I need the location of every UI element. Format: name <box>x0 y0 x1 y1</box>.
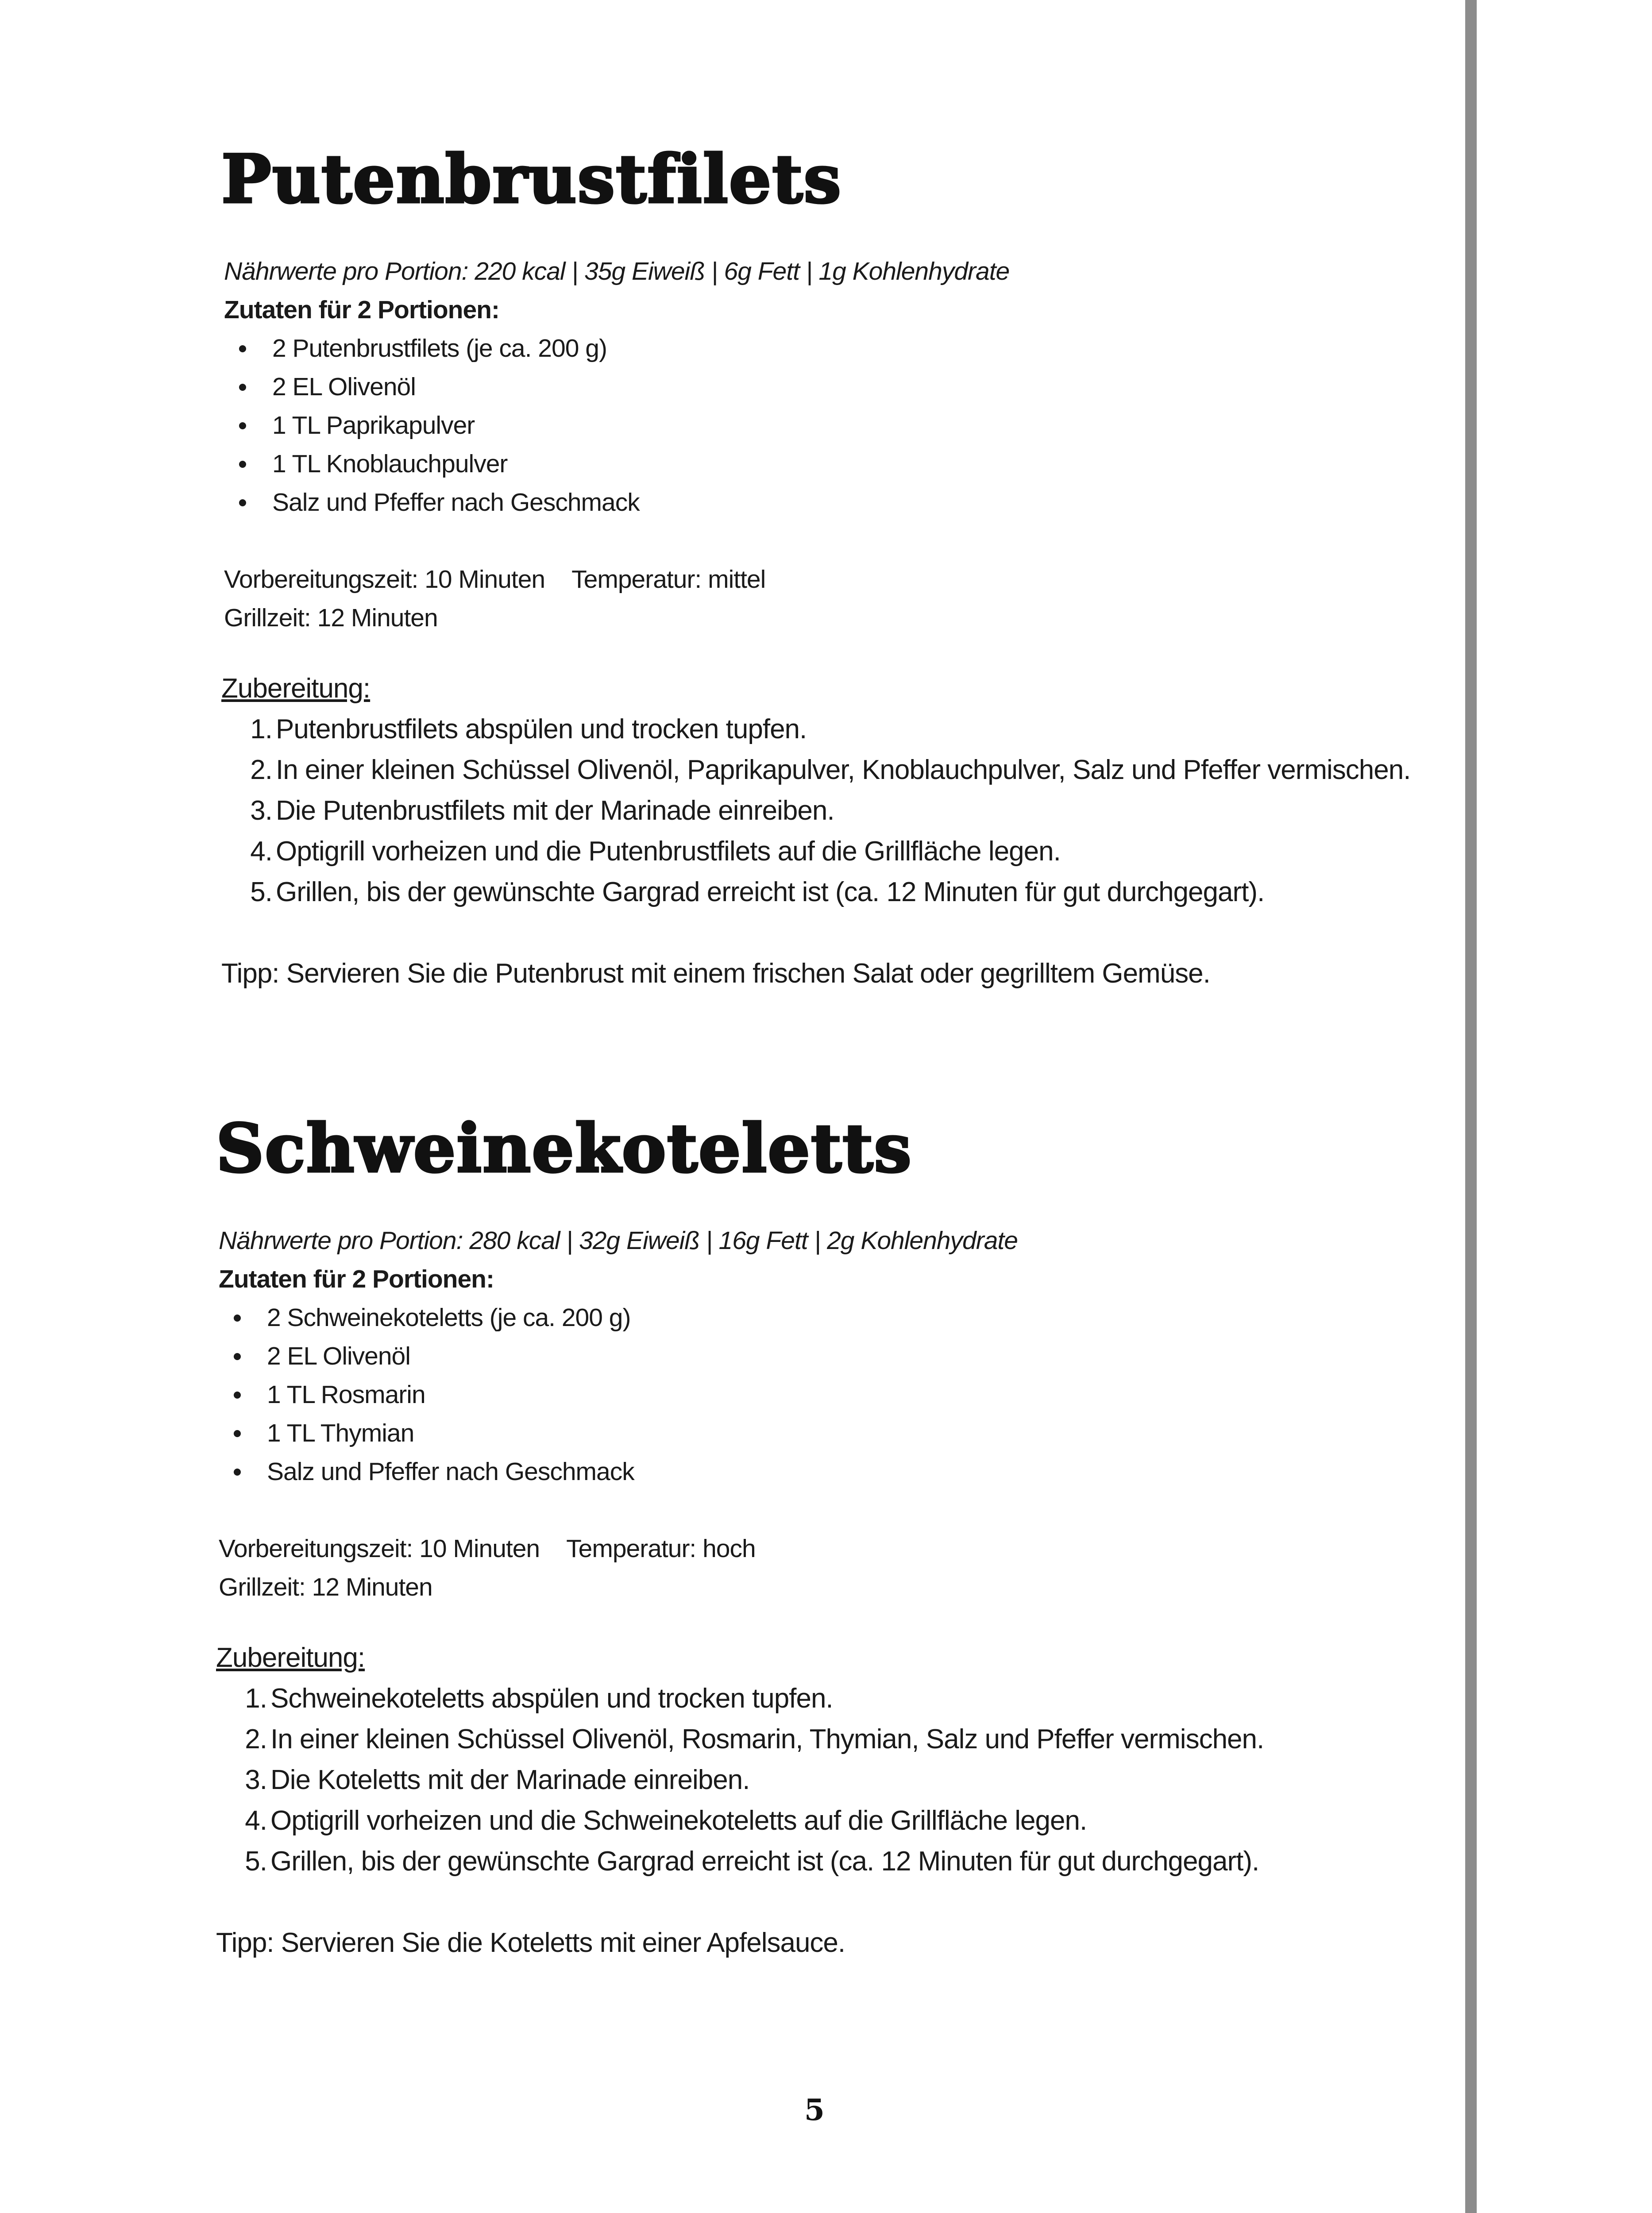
bullet-icon <box>239 422 246 429</box>
steps-list <box>216 1678 1544 1882</box>
ingredient-item: 2 Schweinekoteletts (je ca. 200 g) <box>216 1299 1544 1337</box>
ingredient-item: 2 EL Olivenöl <box>221 368 1549 406</box>
temperature: Temperatur: mittel <box>571 565 766 594</box>
temperature: Temperatur: hoch <box>566 1534 756 1563</box>
bullet-icon <box>234 1315 241 1322</box>
steps-list <box>221 709 1549 913</box>
bullet-icon <box>239 384 246 391</box>
steps-heading: Zubereitung: <box>221 673 371 704</box>
step-item: 2. In einer kleinen Schüssel Olivenöl, Paprikapulver, Knoblauchpulver, Salz und Pfeffer vermischen. <box>250 755 1411 785</box>
ingredients-list <box>221 329 1549 522</box>
steps-heading: Zubereitung: <box>216 1642 365 1673</box>
step-item: 4. Optigrill vorheizen und die Schweinekoteletts auf die Grillfläche legen. <box>245 1805 1087 1836</box>
step-item: 5. Grillen, bis der gewünschte Gargrad erreicht ist (ca. 12 Minuten für gut durchgegart). <box>250 877 1265 907</box>
ingredient-item: Salz und Pfeffer nach Geschmack <box>216 1453 1544 1491</box>
ingredient-item: 2 EL Olivenöl <box>216 1337 1544 1376</box>
page-number: 5 <box>804 2093 825 2127</box>
tip-text: Tipp: Servieren Sie die Koteletts mit einer Apfelsauce. <box>216 1928 845 1958</box>
ingredient-item: 1 TL Thymian <box>216 1414 1544 1453</box>
step-item: 3. Die Putenbrustfilets mit der Marinade einreiben. <box>250 795 834 826</box>
recipe-title: Putenbrustfilets <box>221 140 842 218</box>
ingredient-item: 2 Putenbrustfilets (je ca. 200 g) <box>221 329 1549 368</box>
recipe-schweinekoteletts <box>216 1110 1544 1963</box>
ingredients-heading: Zutaten für 2 Portionen: <box>224 296 499 324</box>
tip-text: Tipp: Servieren Sie die Putenbrust mit einem frischen Salat oder gegrilltem Gemüse. <box>221 958 1210 989</box>
step-item: 5. Grillen, bis der gewünschte Gargrad erreicht ist (ca. 12 Minuten für gut durchgegart). <box>245 1846 1259 1877</box>
prep-time: Vorbereitungszeit: 10 Minuten <box>224 565 545 594</box>
step-item: 2. In einer kleinen Schüssel Olivenöl, Rosmarin, Thymian, Salz und Pfeffer vermischen. <box>245 1724 1264 1754</box>
ingredient-item: 1 TL Knoblauchpulver <box>221 445 1549 483</box>
time-info <box>219 1530 1544 1607</box>
ingredients-list <box>216 1299 1544 1491</box>
bullet-icon <box>239 499 246 506</box>
grill-time: Grillzeit: 12 Minuten <box>219 1573 432 1601</box>
recipe-putenbrustfilets <box>221 140 1549 994</box>
bullet-icon <box>234 1353 241 1360</box>
step-item: 1. Schweinekoteletts abspülen und trocken tupfen. <box>245 1683 833 1714</box>
ingredient-item: Salz und Pfeffer nach Geschmack <box>221 483 1549 522</box>
step-item: 4. Optigrill vorheizen und die Putenbrustfilets auf die Grillfläche legen. <box>250 836 1061 867</box>
ingredient-item: 1 TL Paprikapulver <box>221 406 1549 445</box>
bullet-icon <box>234 1469 241 1476</box>
time-info <box>224 560 1549 637</box>
recipe-title: Schweinekoteletts <box>216 1110 912 1187</box>
bullet-icon <box>234 1392 241 1399</box>
prep-time: Vorbereitungszeit: 10 Minuten <box>219 1534 540 1563</box>
ingredients-heading: Zutaten für 2 Portionen: <box>219 1265 494 1293</box>
step-item: 1. Putenbrustfilets abspülen und trocken tupfen. <box>250 714 807 744</box>
nutrition-info: Nährwerte pro Portion: 220 kcal | 35g Eiweiß | 6g Fett | 1g Kohlenhydrate <box>224 257 1010 285</box>
bullet-icon <box>239 345 246 352</box>
bullet-icon <box>239 461 246 468</box>
nutrition-info: Nährwerte pro Portion: 280 kcal | 32g Eiweiß | 16g Fett | 2g Kohlenhydrate <box>219 1226 1018 1255</box>
grill-time: Grillzeit: 12 Minuten <box>224 604 438 632</box>
step-item: 3. Die Koteletts mit der Marinade einreiben. <box>245 1765 750 1795</box>
bullet-icon <box>234 1430 241 1437</box>
ingredient-item: 1 TL Rosmarin <box>216 1376 1544 1414</box>
